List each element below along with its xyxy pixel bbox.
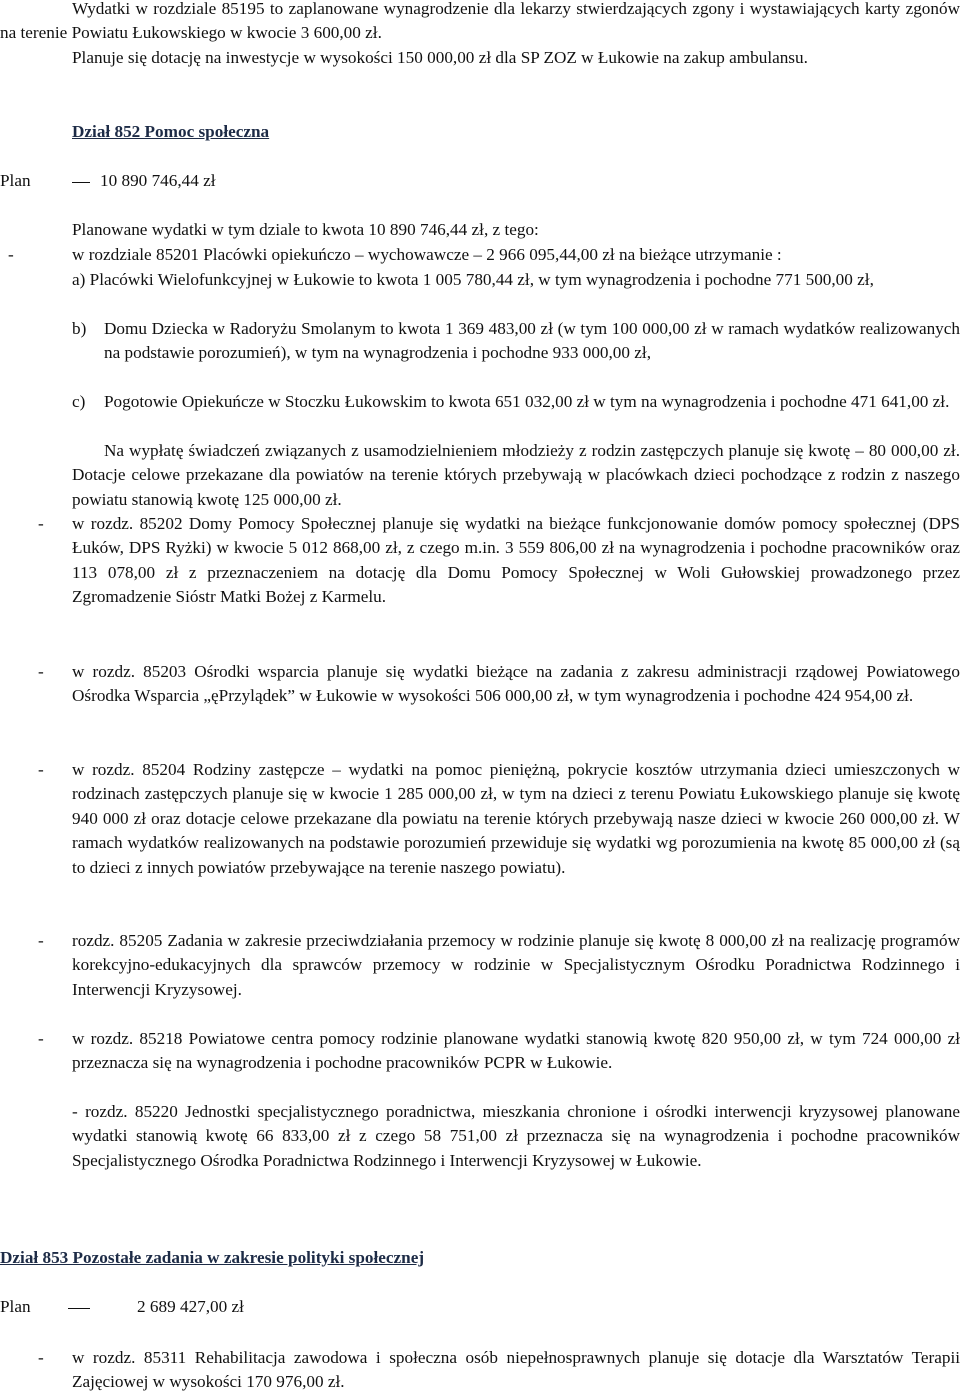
section-852-heading-text: Dział 852 Pomoc społeczna [72,122,270,141]
chapter-85220 [72,1100,960,1173]
section-852-plan-row [0,169,960,195]
chapter-85205-line [0,929,960,1002]
bullet-dash: - [38,1348,44,1367]
plan-dash [68,1308,90,1309]
chapter-85204-text: w rozdz. 85204 Rodziny zastępcze – wydatki na pomoc pieniężną, pokrycie kosztów utrzymania dzieci umieszczonych w rodzinach zastępczych planuje się w kwocie 1 285 000,00 zł, w tym na dzieci z terenu Powiatu Łukowskiego planuje się kwotę 940 000 zł oraz dotacje celowe przekazane dla powiatu na terenie których przebywają nasze dzieci w kwocie 260 000,00 zł. W ramach wydatków realizowanych na podstawie porozumień przewiduje się wydatki wg porozumienia na kwotę 85 000,00 zł (są to dzieci z innych powiatów przebywające na terenie naszego powiatu). [72,760,960,877]
section-853-heading-text: Dział 853 Pozostałe zadania w zakresie polityki społecznej [0,1248,425,1267]
bullet-dash: - [8,245,14,264]
bullet-dash: - [38,931,44,950]
chapter-85201-item-a [72,268,960,292]
plan-dash [72,182,90,183]
item-b-label: b) [72,319,87,338]
chapter-85204-line [0,758,960,880]
chapter-85311-line [0,1346,960,1395]
section-852-intro [72,218,960,242]
bullet-dash: - [38,1029,44,1048]
chapter-85218-text: w rozdz. 85218 Powiatowe centra pomocy rodzinie planowane wydatki stanowią kwotę 820 950,00 zł, w tym 724 000,00 zł przeznacza się na wynagrodzenia i pochodne pracowników PCPR w Łukowie. [72,1029,960,1073]
chapter-85201-extra-text: Na wypłatę świadczeń związanych z usamodzielnieniem młodzieży z rodzin zastępczych planuje się kwotę – 80 000,00 zł. Dotacje celowe przekazane dla powiatów na terenie których przebywają w placówkach dzieci pochodzące z rodzin z naszego powiatu stanowią kwotę 125 000,00 zł. [72,441,960,509]
section-853-plan-row [0,1295,960,1321]
chapter-85311-text: w rozdz. 85311 Rehabilitacja zawodowa i społeczna osób niepełnosprawnych planuje się dotacje dla Warsztatów Terapii Zajęciowej w wysokości 170 976,00 zł. [72,1348,960,1392]
chapter-85218-line [0,1027,960,1076]
chapter-85201-item-b [72,317,960,366]
section-852-intro-text: Planowane wydatki w tym dziale to kwota 10 890 746,44 zł, z tego: [72,220,539,239]
intro-paragraph-2 [0,46,960,70]
item-c-text: Pogotowie Opiekuńcze w Stoczku Łukowskim to kwota 651 032,00 zł w tym na wynagrodzenia i pochodne 471 641,00 zł. [104,392,950,411]
section-852-heading [72,120,269,144]
chapter-85203-text: w rozdz. 85203 Ośrodki wsparcia planuje się wydatki bieżące na zadania z zakresu administracji rządowej Powiatowego Ośrodka Wsparcia „ęPrzylądek” w Łukowie w wysokości 506 000,00 zł, w tym wynagrodzenia i pochodne 424 954,00 zł. [72,662,960,706]
chapter-85203-line [0,660,960,709]
item-c-label: c) [72,392,86,411]
chapter-85220-text: - rozdz. 85220 Jednostki specjalistycznego poradnictwa, mieszkania chronione i ośrodki interwencji kryzysowej planowane wydatki stanowią kwotę 66 833,00 zł z czego 58 751,00 zł przeznacza się na wynagrodzenia i pochodne pracowników Specjalistycznego Ośrodka Poradnictwa Rodzinnego i Interwencji Kryzysowej w Łukowie. [72,1102,960,1170]
chapter-85201-line [0,243,960,267]
chapter-85202-text: w rozdz. 85202 Domy Pomocy Społecznej planuje się wydatki na bieżące funkcjonowanie domów pomocy społecznej (DPS Łuków, DPS Ryżki) w kwocie 5 012 868,00 zł, z czego m.in. 3 559 806,00 zł na wynagrodzenia i pochodne pracowników oraz 113 078,00 zł z przeznaczeniem na dotację dla Domu Pomocy Społecznej w Woli Gułowskiej prowadzonego przez Zgromadzenie Sióstr Matki Bożej z Karmelu. [72,514,960,607]
bullet-dash: - [38,514,44,533]
bullet-dash: - [38,662,44,681]
chapter-85218 [0,1027,960,1076]
plan-value: 10 890 746,44 zł [100,171,216,190]
chapter-85202 [0,512,960,610]
plan-label: Plan [0,1297,31,1316]
chapter-85201 [0,243,960,267]
section-853-heading [0,1246,960,1270]
bullet-dash: - [38,760,44,779]
intro-line-2-text: Planuje się dotację na inwestycje w wysokości 150 000,00 zł dla SP ZOZ w Łukowie na zakup ambulansu. [72,48,808,67]
item-a-text: a) Placówki Wielofunkcyjnej w Łukowie to kwota 1 005 780,44 zł, w tym wynagrodzenia i pochodne 771 500,00 zł, [72,270,874,289]
intro-line-1-text: Wydatki w rozdziale 85195 to zaplanowane wynagrodzenie dla lekarzy stwierdzających zgony i wystawiających karty zgonów na terenie Powiatu Łukowskiego w kwocie 3 600,00 zł. [0,0,960,43]
chapter-85205-text: rozdz. 85205 Zadania w zakresie przeciwdziałania przemocy w rodzinie planuje się kwotę 8 000,00 zł na realizację programów korekcyjno-edukacyjnych dla sprawców przemocy w rodzinie w Specjalistycznym Ośrodku Poradnictwa Rodzinnego i Interwencji Kryzysowej. [72,931,960,999]
chapter-85201-extra [72,439,960,512]
plan-value: 2 689 427,00 zł [137,1297,244,1316]
chapter-85202-line [0,512,960,610]
plan-label: Plan [0,171,31,190]
chapter-85201-item-c [72,390,960,414]
chapter-85201-text: w rozdziale 85201 Placówki opiekuńczo – wychowawcze – 2 966 095,44,00 zł na bieżące utrzymanie : [72,245,782,264]
chapter-85205 [0,929,960,1002]
chapter-85203 [0,660,960,709]
intro-paragraph-1 [0,0,960,46]
chapter-85204 [0,758,960,880]
chapter-85311 [0,1346,960,1395]
item-b-text: Domu Dziecka w Radoryżu Smolanym to kwota 1 369 483,00 zł (w tym 100 000,00 zł w ramach wydatków realizowanych na podstawie porozumień), w tym na wynagrodzenia i pochodne 933 000,00 zł, [104,319,960,363]
